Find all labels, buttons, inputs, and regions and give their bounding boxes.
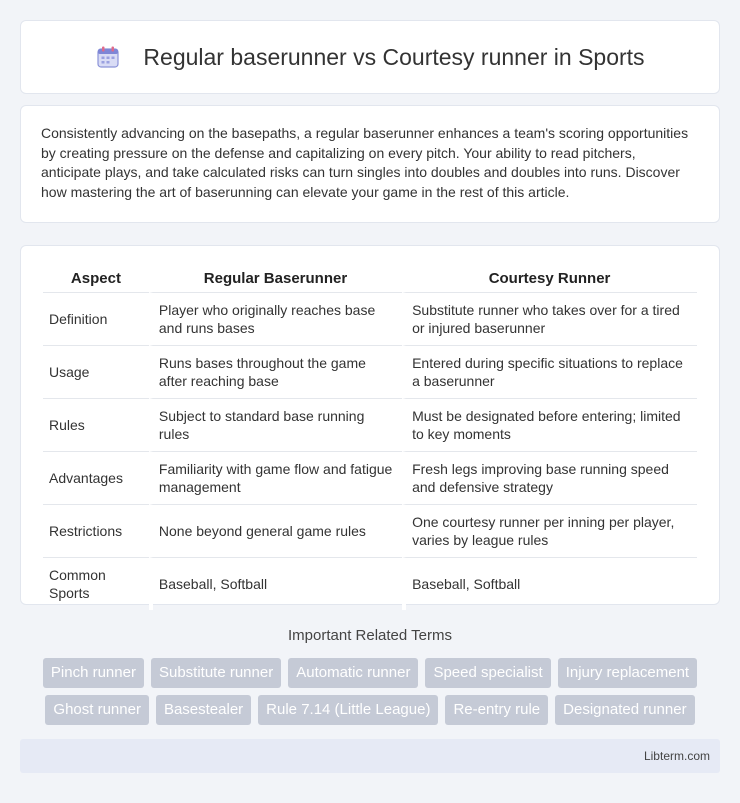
row-courtesy: Baseball, Softball xyxy=(402,557,697,610)
related-term-tag[interactable]: Basestealer xyxy=(156,695,251,725)
row-regular: Baseball, Softball xyxy=(149,557,402,610)
row-courtesy: Substitute runner who takes over for a tired or injured baserunner xyxy=(402,292,697,345)
comparison-card xyxy=(20,245,720,605)
row-regular: Player who originally reaches base and runs bases xyxy=(149,292,402,345)
table-row xyxy=(43,504,697,557)
related-term-tag[interactable]: Substitute runner xyxy=(151,658,281,688)
row-aspect: Restrictions xyxy=(43,504,149,557)
row-regular: None beyond general game rules xyxy=(149,504,402,557)
footer xyxy=(20,739,720,773)
related-term-tag[interactable]: Rule 7.14 (Little League) xyxy=(258,695,438,725)
table-row xyxy=(43,292,697,345)
table-row xyxy=(43,451,697,504)
header-aspect: Aspect xyxy=(70,270,121,287)
table-header-row xyxy=(43,264,697,292)
header-regular: Regular Baserunner xyxy=(203,270,348,287)
row-courtesy: Must be designated before entering; limited to key moments xyxy=(402,398,697,451)
related-term-tag[interactable]: Speed specialist xyxy=(425,658,550,688)
related-terms-list xyxy=(20,658,720,725)
footer-brand-link[interactable]: Libterm.com xyxy=(643,749,710,763)
table-row xyxy=(43,398,697,451)
table-row xyxy=(43,345,697,398)
related-term-tag[interactable]: Ghost runner xyxy=(45,695,149,725)
row-courtesy: One courtesy runner per inning per player, varies by league rules xyxy=(402,504,697,557)
table-row xyxy=(43,557,697,610)
page-title: Regular baserunner vs Courtesy runner in Sports xyxy=(143,43,645,70)
related-term-tag[interactable]: Automatic runner xyxy=(288,658,418,688)
intro-card xyxy=(20,105,720,223)
related-term-tag[interactable]: Re-entry rule xyxy=(445,695,548,725)
row-aspect: Rules xyxy=(43,398,149,451)
header-courtesy: Courtesy Runner xyxy=(488,270,611,287)
row-courtesy: Fresh legs improving base running speed and defensive strategy xyxy=(402,451,697,504)
related-term-tag[interactable]: Pinch runner xyxy=(43,658,144,688)
header-card xyxy=(20,20,720,94)
related-term-tag[interactable]: Designated runner xyxy=(555,695,694,725)
related-term-tag[interactable]: Injury replacement xyxy=(558,658,697,688)
row-regular: Runs bases throughout the game after reaching base xyxy=(149,345,402,398)
comparison-table xyxy=(43,264,697,610)
intro-text: Consistently advancing on the basepaths, a regular baserunner enhances a team's scoring opportunities by creating pressure on the defense and capitalizing on every pitch. Your ability to read pitchers, anticipate plays, and take calculated risks can turn singles into doubles and doubles into runs. Discover how mastering the art of baserunning can elevate your game in the rest of this article. xyxy=(41,125,689,200)
row-aspect: Definition xyxy=(43,292,149,345)
calendar-icon xyxy=(95,44,121,70)
row-aspect: Common Sports xyxy=(43,557,149,610)
row-regular: Familiarity with game flow and fatigue management xyxy=(149,451,402,504)
related-terms-title: Important Related Terms xyxy=(288,627,452,644)
row-aspect: Advantages xyxy=(43,451,149,504)
row-aspect: Usage xyxy=(43,345,149,398)
row-courtesy: Entered during specific situations to replace a baserunner xyxy=(402,345,697,398)
row-regular: Subject to standard base running rules xyxy=(149,398,402,451)
